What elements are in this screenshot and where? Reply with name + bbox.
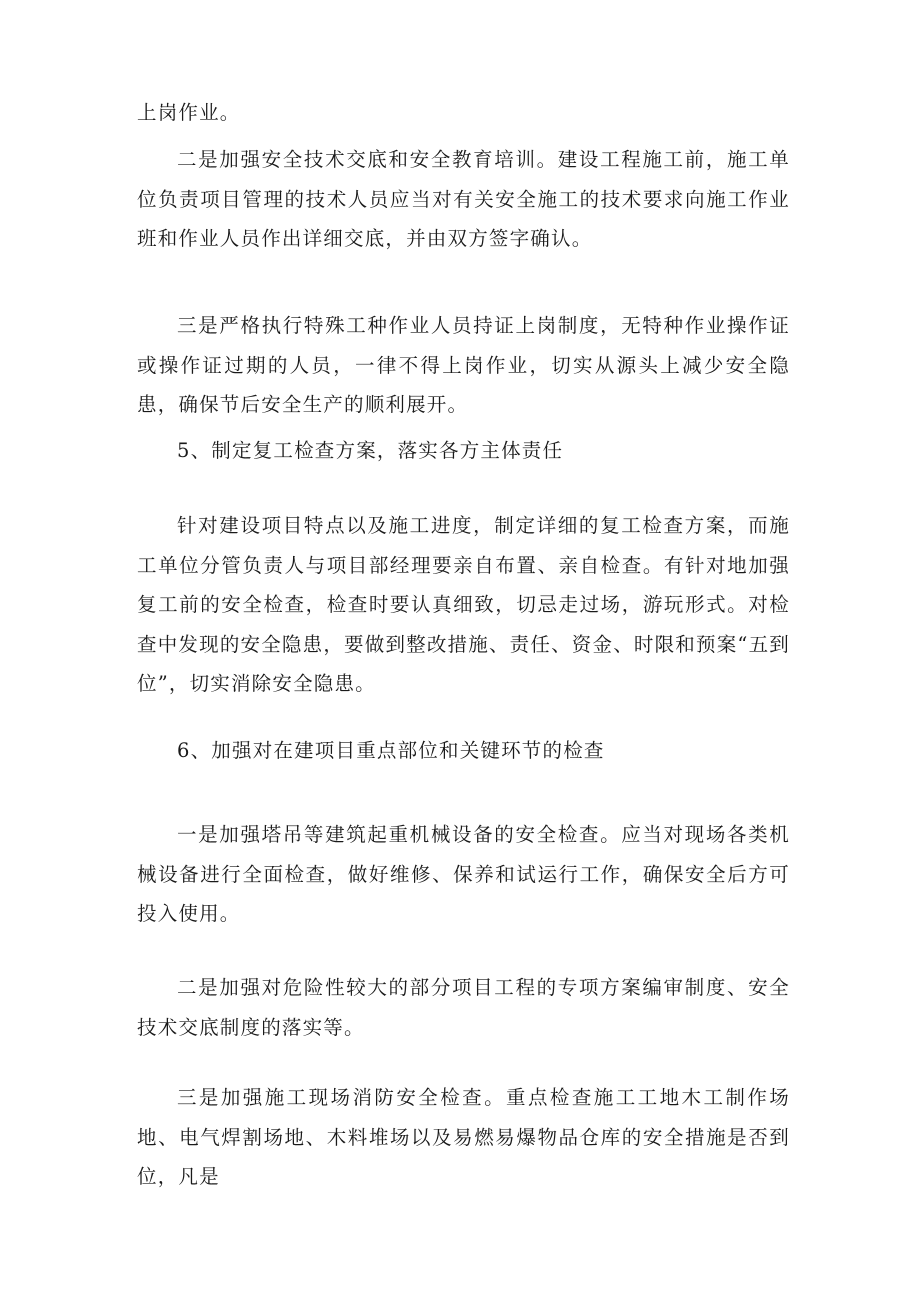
paragraph-safety-briefing: 二是加强安全技术交底和安全教育培训。建设工程施工前，施工单位负责项目管理的技术人员应当对有关安全施工的技术要求向施工作业班和作业人员作出详细交底，并由双方签字确认。 [137,148,790,250]
section-heading-5: 5、制定复工检查方案，落实各方主体责任 [177,439,564,462]
paragraph-special-plan: 二是加强对危险性较大的部分项目工程的专项方案编审制度、安全技术交底制度的落实等。 [137,976,790,1039]
paragraph-crane-inspection: 一是加强塔吊等建筑起重机械设备的安全检查。应当对现场各类机械设备进行全面检查，做好维修、保养和试运行工作，确保安全后方可投入使用。 [137,823,790,925]
paragraph-continuation: 上岗作业。 [137,101,241,124]
paragraph-fire-safety: 三是加强施工现场消防安全检查。重点检查施工工地木工制作场地、电气焊割场地、木料堆场以及易燃易爆物品仓库的安全措施是否到位，凡是 [137,1086,790,1188]
section-heading-6: 6、加强对在建项目重点部位和关键环节的检查 [177,739,605,762]
paragraph-certified-workers: 三是严格执行特殊工种作业人员持证上岗制度，无特种作业操作证或操作证过期的人员，一律不得上岗作业，切实从源头上减少安全隐患，确保节后安全生产的顺利展开。 [137,314,790,416]
paragraph-inspection-plan: 针对建设项目特点以及施工进度，制定详细的复工检查方案，而施工单位分管负责人与项目部经理要亲自布置、亲自检查。有针对地加强复工前的安全检查，检查时要认真细致，切忌走过场，游玩形式。对检查中发现的安全隐患，要做到整改措施、责任、资金、时限和预案“五到位”，切实消除安全隐患。 [137,514,790,695]
